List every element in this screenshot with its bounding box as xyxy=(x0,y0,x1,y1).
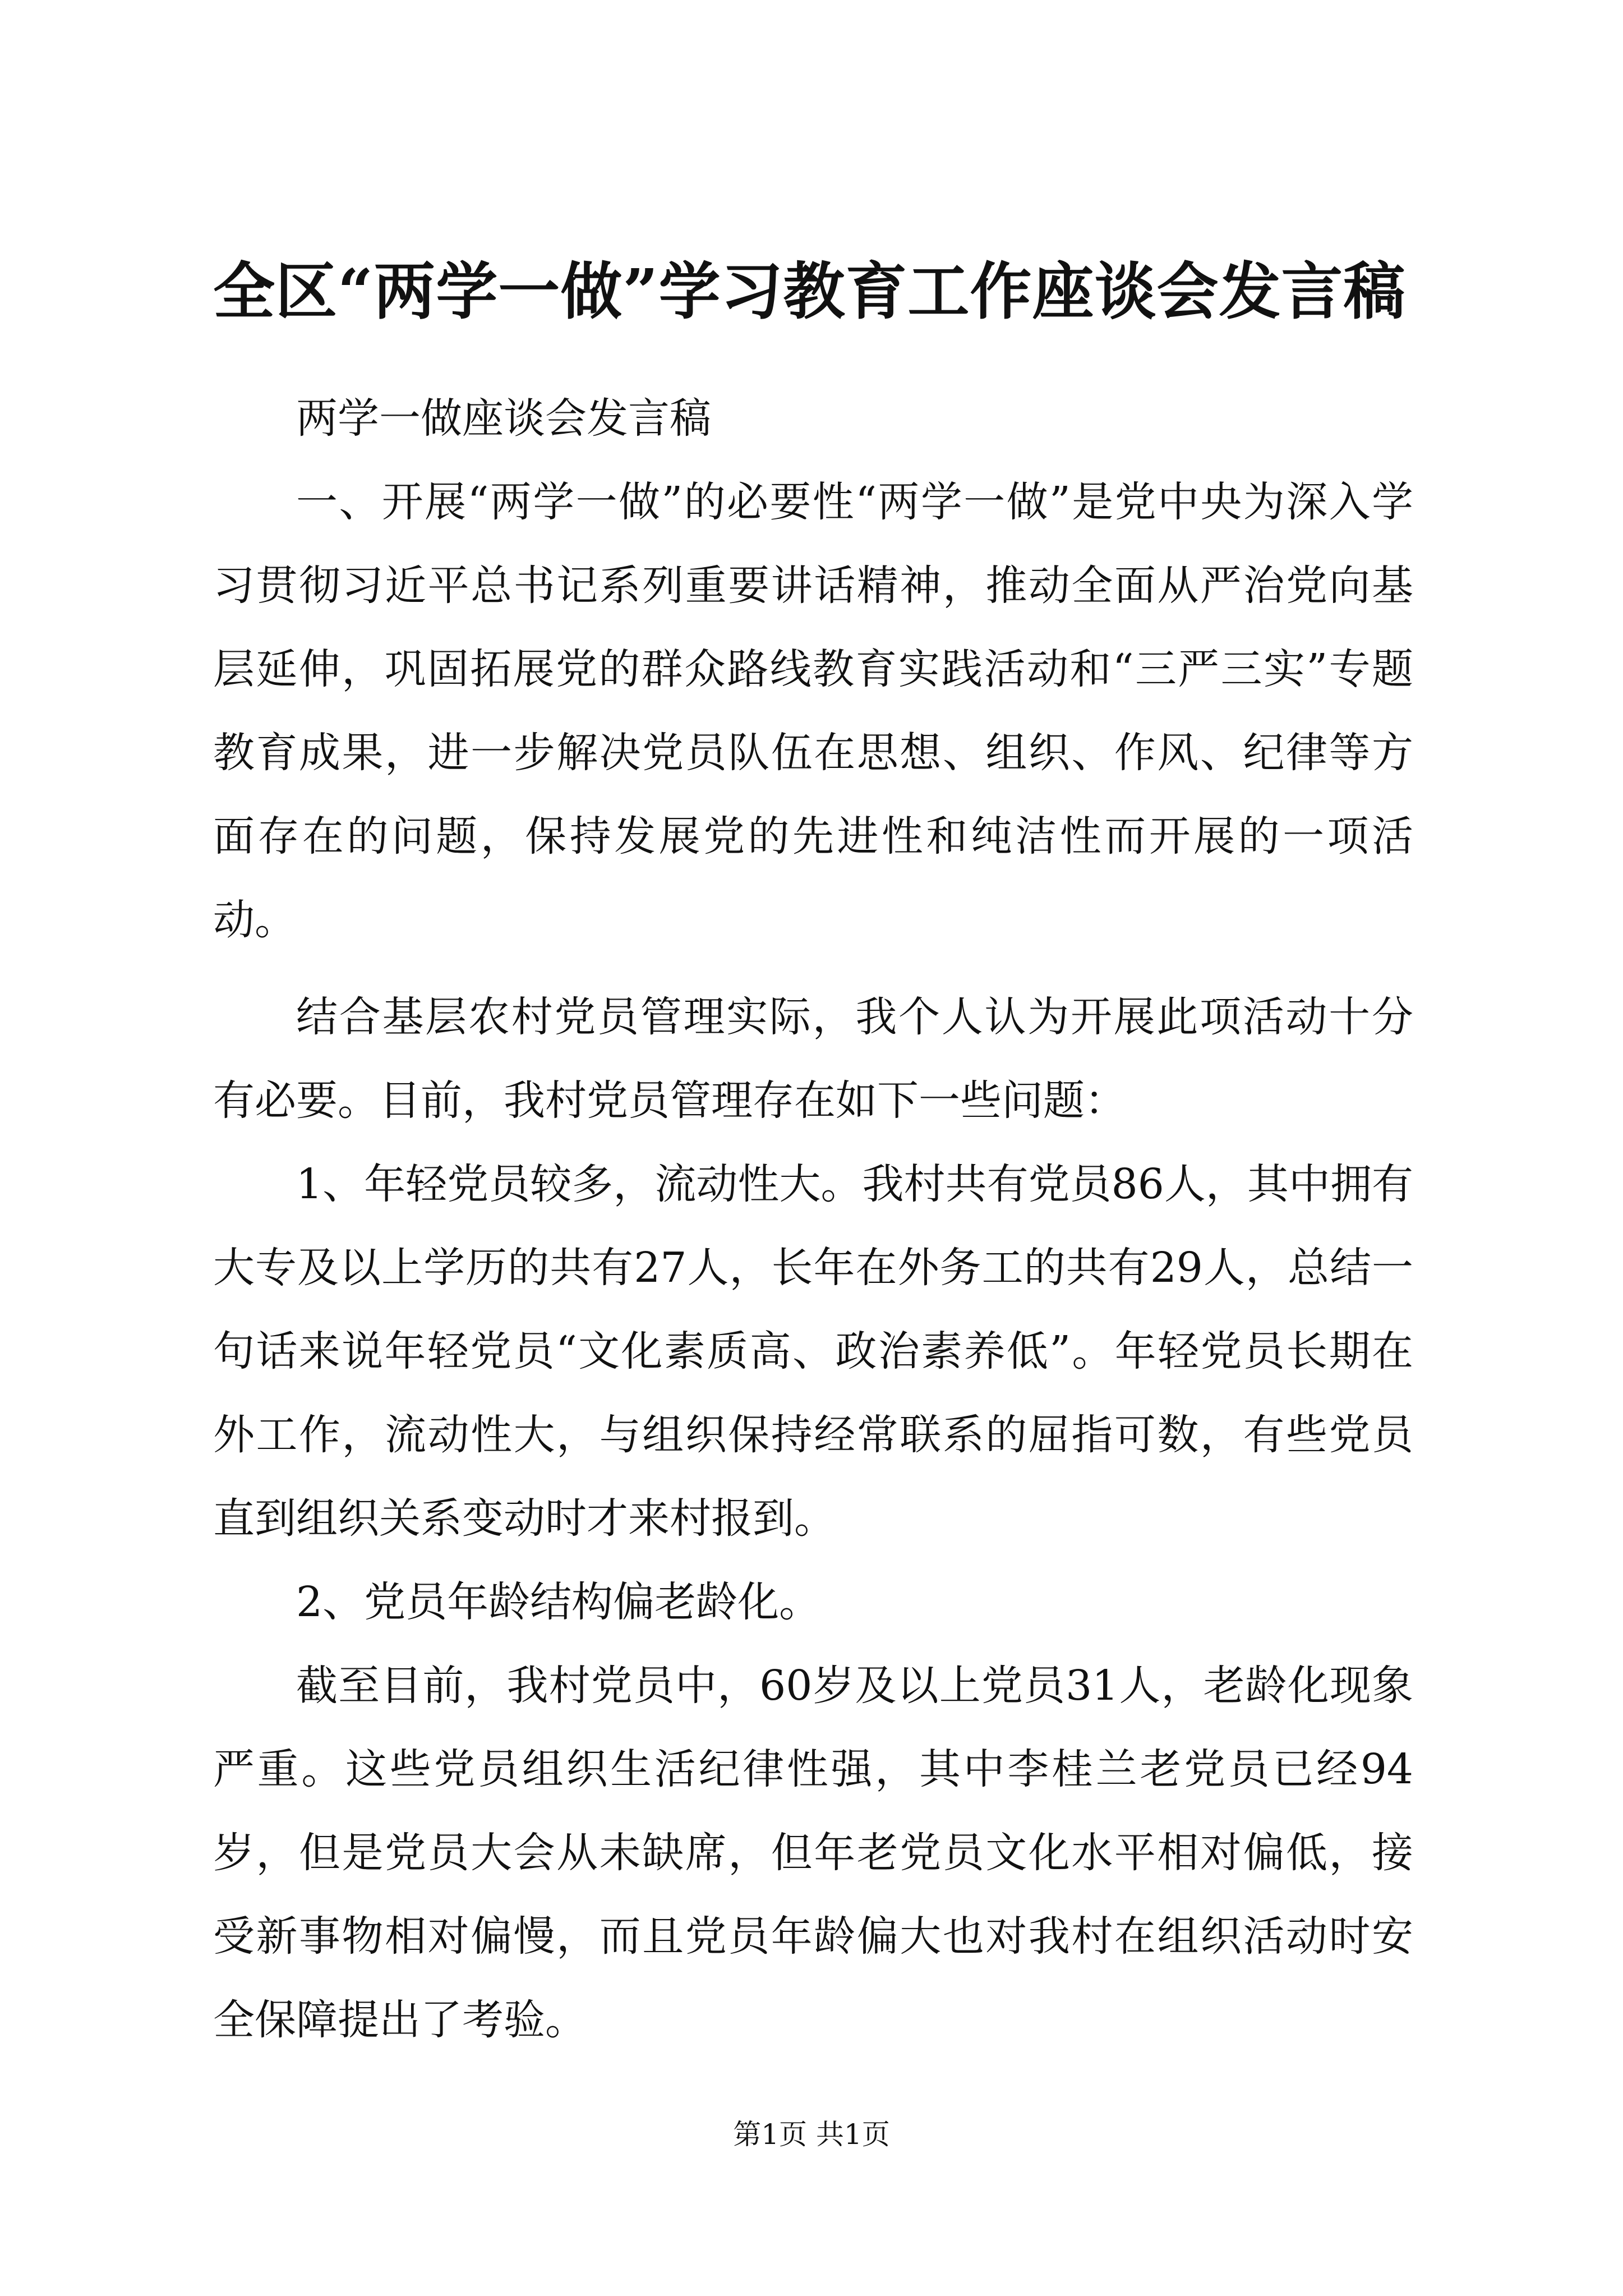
paragraph-aging-details: 截至目前，我村党员中，60岁及以上党员31人，老龄化现象严重。这些党员组织生活纪律性强，其中李桂兰老党员已经94岁，但是党员大会从未缺席，但年老党员文化水平相对偏低，接受新事物相对偏慢，而且党员年龄偏大也对我村在组织活动时安全保障提出了考验。 xyxy=(213,1662,1413,2044)
page-number-footer: 第1页 共1页 xyxy=(733,2118,890,2151)
paragraph-problem-2: 2、党员年龄结构偏老龄化。 xyxy=(296,1578,821,1626)
paragraph-problems-intro: 结合基层农村党员管理实际，我个人认为开展此项活动十分有必要。目前，我村党员管理存在如下一些问题： xyxy=(213,993,1413,1125)
document-body xyxy=(213,377,1413,2062)
paragraph-problem-1: 1、年轻党员较多，流动性大。我村共有党员86人，其中拥有大专及以上学历的共有27人，长年在外务工的共有29人，总结一句话来说年轻党员“文化素质高、政治素养低”。年轻党员长期在外工作，流动性大，与组织保持经常联系的屈指可数，有些党员直到组织关系变动时才来村报到。 xyxy=(213,1160,1413,1543)
paragraph-necessity: 一、开展“两学一做”的必要性“两学一做”是党中央为深入学习贯彻习近平总书记系列重要讲话精神，推动全面从严治党向基层延伸，巩固拓展党的群众路线教育实践活动和“三严三实”专题教育成果，进一步解决党员队伍在思想、组织、作风、纪律等方面存在的问题，保持发展党的先进性和纯洁性而开展的一项活动。 xyxy=(213,478,1413,944)
document-title: 全区“两学一做”学习教育工作座谈会发言稿 xyxy=(213,255,1406,328)
paragraph-subtitle: 两学一做座谈会发言稿 xyxy=(296,394,711,443)
